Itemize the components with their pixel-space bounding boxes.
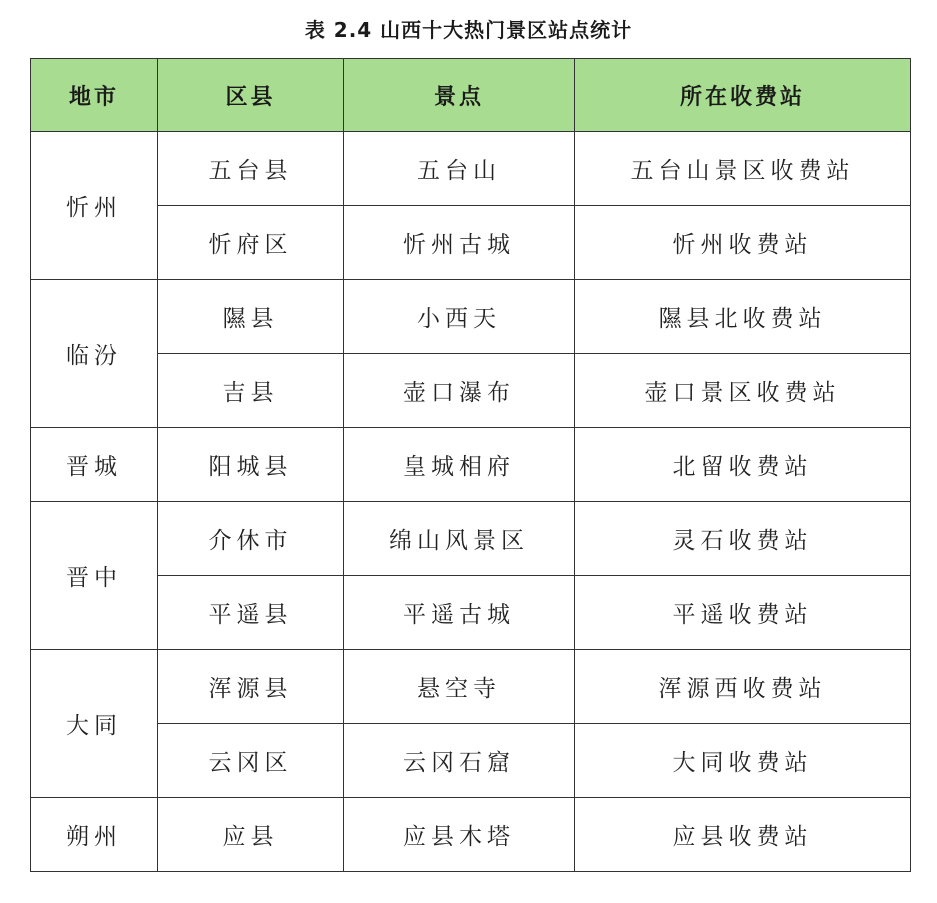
city-cell: 朔州	[31, 798, 158, 872]
table-row	[31, 724, 911, 798]
spot-cell: 忻州古城	[344, 206, 575, 280]
county-cell: 介休市	[158, 502, 344, 576]
city-cell: 临汾	[31, 280, 158, 428]
spot-cell: 皇城相府	[344, 428, 575, 502]
spot-cell: 悬空寺	[344, 650, 575, 724]
county-cell: 五台县	[158, 132, 344, 206]
table-row	[31, 502, 911, 576]
table-header-row	[31, 59, 911, 132]
spot-cell: 壶口瀑布	[344, 354, 575, 428]
city-cell: 晋中	[31, 502, 158, 650]
station-cell: 灵石收费站	[575, 502, 911, 576]
station-cell: 平遥收费站	[575, 576, 911, 650]
spot-cell: 绵山风景区	[344, 502, 575, 576]
table-row	[31, 132, 911, 206]
spot-cell: 小西天	[344, 280, 575, 354]
station-cell: 五台山景区收费站	[575, 132, 911, 206]
table-row	[31, 280, 911, 354]
spot-cell: 五台山	[344, 132, 575, 206]
table-row	[31, 798, 911, 872]
county-cell: 忻府区	[158, 206, 344, 280]
county-cell: 云冈区	[158, 724, 344, 798]
city-cell: 忻州	[31, 132, 158, 280]
spot-cell: 云冈石窟	[344, 724, 575, 798]
county-cell: 应县	[158, 798, 344, 872]
table-row	[31, 354, 911, 428]
station-cell: 大同收费站	[575, 724, 911, 798]
table-row	[31, 428, 911, 502]
station-cell: 应县收费站	[575, 798, 911, 872]
county-cell: 平遥县	[158, 576, 344, 650]
table-row	[31, 576, 911, 650]
table-row	[31, 206, 911, 280]
station-cell: 壶口景区收费站	[575, 354, 911, 428]
scenic-spot-table	[30, 58, 911, 872]
header-spot: 景点	[344, 59, 575, 132]
table-row	[31, 650, 911, 724]
station-cell: 浑源西收费站	[575, 650, 911, 724]
station-cell: 隰县北收费站	[575, 280, 911, 354]
county-cell: 浑源县	[158, 650, 344, 724]
city-cell: 大同	[31, 650, 158, 798]
spot-cell: 应县木塔	[344, 798, 575, 872]
county-cell: 隰县	[158, 280, 344, 354]
station-cell: 北留收费站	[575, 428, 911, 502]
city-cell: 晋城	[31, 428, 158, 502]
header-county: 区县	[158, 59, 344, 132]
header-station: 所在收费站	[575, 59, 911, 132]
county-cell: 阳城县	[158, 428, 344, 502]
header-city: 地市	[31, 59, 158, 132]
table-caption: 表 2.4 山西十大热门景区站点统计	[304, 18, 633, 42]
spot-cell: 平遥古城	[344, 576, 575, 650]
station-cell: 忻州收费站	[575, 206, 911, 280]
county-cell: 吉县	[158, 354, 344, 428]
